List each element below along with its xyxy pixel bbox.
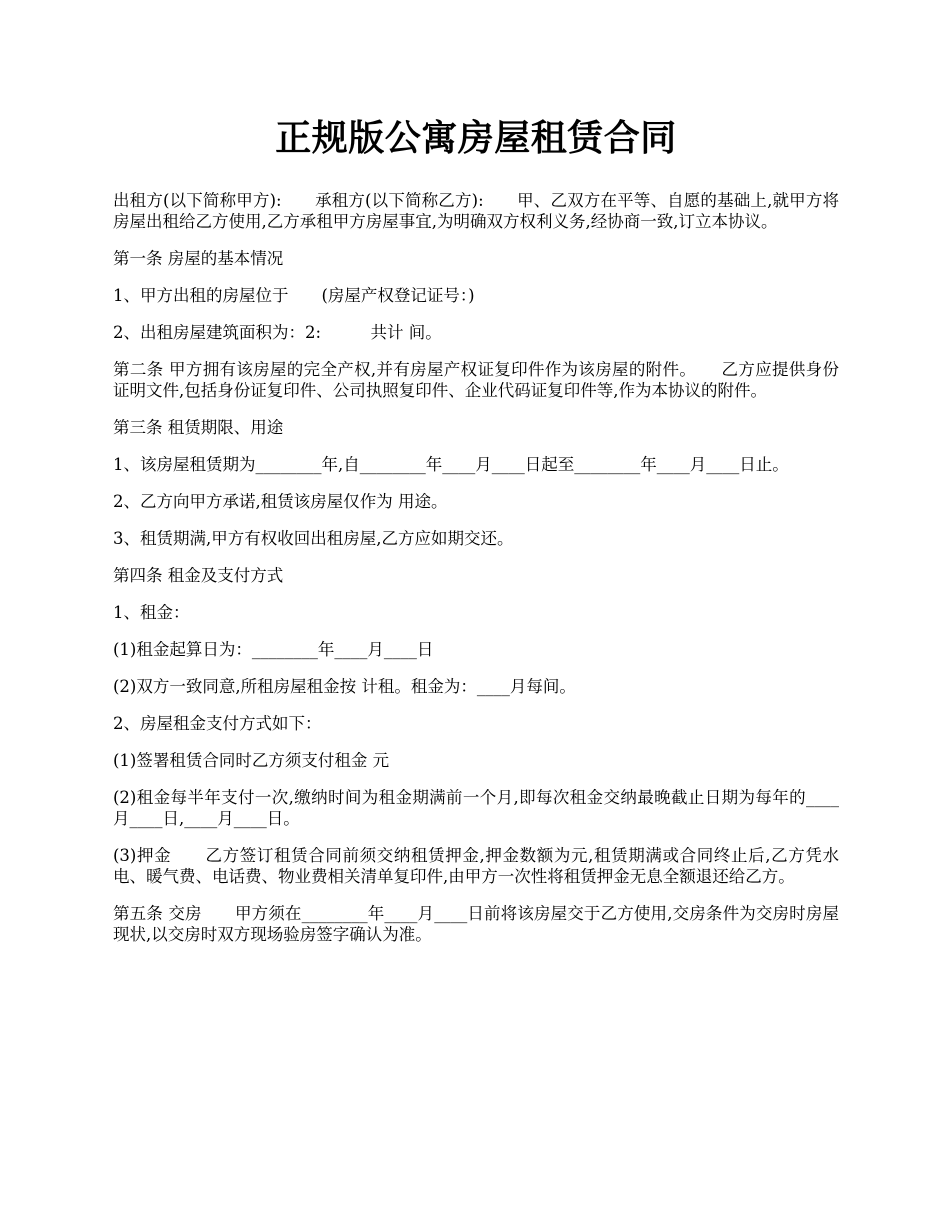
- paragraph-3-2-usage: 2、乙方向甲方承诺,租赁该房屋仅作为 用途。: [113, 492, 448, 511]
- paragraph-preamble: 出租方(以下简称甲方): 承租方(以下简称乙方): 甲、乙双方在平等、自愿的基础上,就甲方将房屋出租给乙方使用,乙方承租甲方房屋事宜,为明确双方权利义务,经协商一致,订立本协议。: [113, 191, 839, 231]
- paragraph-article-3-heading: 第三条 租赁期限、用途: [113, 418, 284, 437]
- paragraph-4-1-1-start-date: (1)租金起算日为：________年____月____日: [113, 640, 434, 659]
- paragraph-1-2-area: 2、出租房屋建筑面积为：2: 共计 间。: [113, 323, 442, 342]
- paragraph-4-2-3-deposit: (3)押金 乙方签订租赁合同前须交纳租赁押金,押金数额为元,租赁期满或合同终止后,乙方凭水电、暖气费、电话费、物业费相关清单复印件,由甲方一次性将租赁押金无息全额退还给乙方。: [113, 846, 839, 886]
- paragraph-1-1-location: 1、甲方出租的房屋位于 (房屋产权登记证号：): [113, 286, 475, 305]
- paragraph-4-1-rent: 1、租金：: [113, 603, 190, 622]
- paragraph-article-4-heading: 第四条 租金及支付方式: [113, 566, 284, 585]
- document-title: 正规版公寓房屋租赁合同: [275, 117, 677, 159]
- paragraph-article-2: 第二条 甲方拥有该房屋的完全产权,并有房屋产权证复印件作为该房屋的附件。 乙方应提供身份证明文件,包括身份证复印件、公司执照复印件、企业代码证复印件等,作为本协议的附件。: [113, 360, 839, 400]
- paragraph-3-3-return: 3、租赁期满,甲方有权收回出租房屋,乙方应如期交还。: [113, 529, 514, 548]
- paragraph-3-1-term: 1、该房屋租赁期为________年,自________年____月____日起至________年____月____日止。: [113, 455, 789, 474]
- paragraph-article-5-handover: 第五条 交房 甲方须在________年____月____日前将该房屋交于乙方使用,交房条件为交房时房屋现状,以交房时双方现场验房签字确认为准。: [113, 904, 839, 944]
- paragraph-4-2-1-signing-payment: (1)签署租赁合同时乙方须支付租金 元: [113, 751, 390, 770]
- paragraph-article-1-heading: 第一条 房屋的基本情况: [113, 249, 284, 268]
- document-page: [113, 112, 839, 961]
- paragraph-4-1-2-rent-amount: (2)双方一致同意,所租房屋租金按 计租。租金为：____月每间。: [113, 677, 576, 696]
- paragraph-4-2-2-semiannual: (2)租金每半年支付一次,缴纳时间为租金期满前一个月,即每次租金交纳最晚截止日期为每年的____月____日,____月____日。: [113, 788, 839, 828]
- paragraph-4-2-payment-method: 2、房屋租金支付方式如下：: [113, 714, 322, 733]
